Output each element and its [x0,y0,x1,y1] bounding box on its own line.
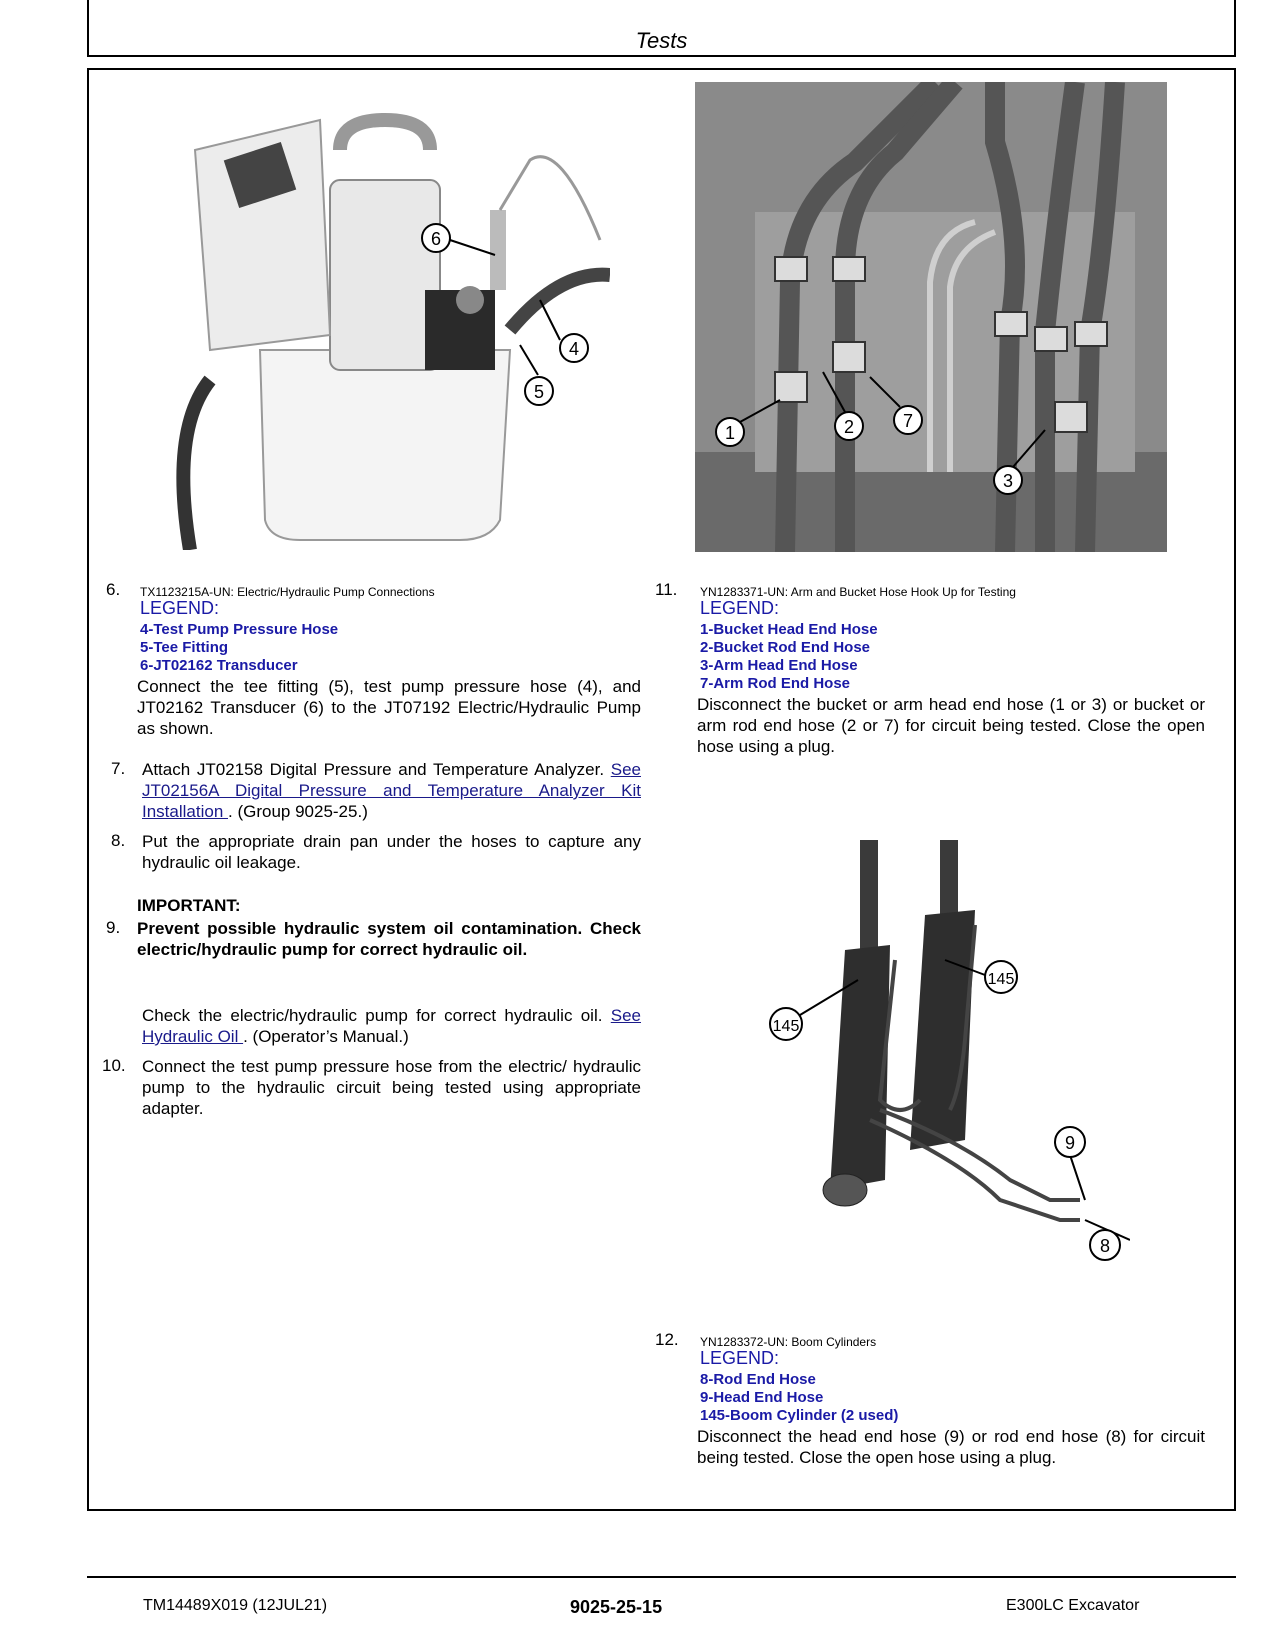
footer-model: E300LC Excavator [1006,1597,1140,1614]
step-7-number: 7. [111,759,126,778]
step-8-number: 8. [111,831,126,850]
step-10-number: 10. [102,1056,126,1075]
analyzer-kit-link[interactable]: See JT02156A Digital Pressure and Temperature Analyzer Kit Installation [142,760,641,821]
footer-doc-id: TM14489X019 (12JUL21) [143,1597,328,1614]
hose-callout-2: 2 [843,417,855,437]
hose-callout-7: 7 [902,411,914,431]
step-12-number: 12. [655,1330,679,1349]
step-12-legend-title: LEGEND: [700,1348,780,1368]
step-9-number: 9. [106,918,121,937]
hose-callout-1: 1 [724,423,736,443]
pump-callout-4: 4 [568,339,580,359]
step-11-caption: YN1283371-UN: Arm and Bucket Hose Hook Up for Testing [700,585,1016,599]
step-7-text: Attach JT02158 Digital Pressure and Temperature Analyzer. See JT02156A Digital Pressure and Temperature Analyzer Kit Installation . (Group 9025-25.) [142,760,641,821]
important-label: IMPORTANT: [137,896,241,915]
pump-figure [140,100,610,550]
pump-callout-5: 5 [533,382,545,402]
step-8-text: Put the appropriate drain pan under the hoses to capture any hydraulic oil leakage. [142,832,641,872]
hydraulic-oil-link[interactable]: See Hydraulic Oil [142,1006,641,1046]
step-11-number: 11. [655,580,678,599]
hose-figure [695,82,1167,552]
pump-callout-6: 6 [430,229,442,249]
step-6-legend-item: 5-Tee Fitting [140,639,229,656]
boom-callout-9: 9 [1064,1133,1076,1153]
step-12-caption: YN1283372-UN: Boom Cylinders [700,1335,877,1349]
step-11-legend-item: 7-Arm Rod End Hose [700,675,851,692]
step-12-legend-item: 145-Boom Cylinder (2 used) [700,1407,899,1424]
step-6-number: 6. [106,580,121,599]
step-11-legend-item: 2-Bucket Rod End Hose [700,639,871,656]
step-6-text: Connect the tee fitting (5), test pump pressure hose (4), and JT02162 Transducer (6) to the JT07192 Electric/Hydraulic Pump as shown. [137,677,641,738]
step-6-legend-item: 6-JT02162 Transducer [140,657,298,674]
step-11-legend-item: 1-Bucket Head End Hose [700,621,878,638]
footer-rule [87,1576,1236,1578]
boom-callout-8: 8 [1099,1236,1111,1256]
boom-figure [760,840,1130,1300]
boom-callout-145-right: 145 [987,971,1015,988]
step-6-caption: TX1123215A-UN: Electric/Hydraulic Pump Connections [140,585,435,599]
hose-callout-3: 3 [1002,471,1014,491]
page-title: Tests [635,28,688,53]
step-10-text: Connect the test pump pressure hose from the electric/ hydraulic pump to the hydraulic circuit being tested using appropriate adapter. [142,1057,641,1118]
step-9-check-text: Check the electric/hydraulic pump for correct hydraulic oil. See Hydraulic Oil . (Operator’s Manual.) [142,1006,641,1046]
step-12-text: Disconnect the head end hose (9) or rod end hose (8) for circuit being tested. Close the open hose using a plug. [697,1427,1205,1467]
step-12-legend-item: 9-Head End Hose [700,1389,824,1406]
step-11-text: Disconnect the bucket or arm head end hose (1 or 3) or bucket or arm rod end hose (2 or 7) for circuit being tested. Close the open hose using a plug. [697,695,1205,756]
step-6-legend-title: LEGEND: [140,598,220,618]
step-11-legend-title: LEGEND: [700,598,780,618]
boom-callout-145-left: 145 [772,1018,800,1035]
step-6-legend-item: 4-Test Pump Pressure Hose [140,621,339,638]
important-text: Prevent possible hydraulic system oil contamination. Check electric/hydraulic pump for correct hydraulic oil. [137,919,641,959]
step-12-legend-item: 8-Rod End Hose [700,1371,816,1388]
footer-page-number: 9025-25-15 [570,1597,663,1617]
page-header [87,0,1236,57]
step-11-legend-item: 3-Arm Head End Hose [700,657,858,674]
